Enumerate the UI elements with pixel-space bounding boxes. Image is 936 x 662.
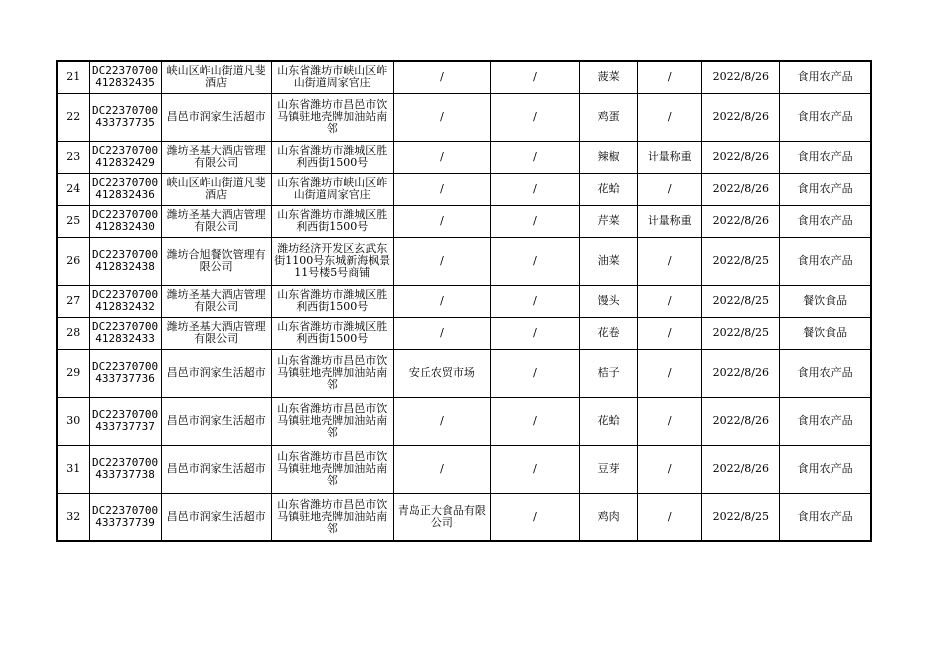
product-name-cell: 馒头 bbox=[580, 285, 638, 317]
supplier-cell: / bbox=[393, 285, 490, 317]
table-row bbox=[57, 61, 871, 93]
category-cell: 食用农产品 bbox=[780, 141, 871, 173]
spec-cell: / bbox=[638, 445, 702, 493]
spec-cell: / bbox=[638, 93, 702, 141]
supplier-cell: 青岛正大食品有限公司 bbox=[393, 493, 490, 541]
row-number-cell: 22 bbox=[57, 93, 89, 141]
supplier-cell: / bbox=[393, 141, 490, 173]
supplier-cell: / bbox=[393, 397, 490, 445]
column-6-cell: / bbox=[490, 397, 579, 445]
product-name-cell: 花蛤 bbox=[580, 173, 638, 205]
address-cell: 山东省潍坊市峡山区岞山街道周家官庄 bbox=[271, 173, 393, 205]
date-cell: 2022/8/26 bbox=[702, 173, 780, 205]
address-cell: 山东省潍坊市昌邑市饮马镇驻地壳牌加油站南邻 bbox=[271, 397, 393, 445]
row-number-cell: 30 bbox=[57, 397, 89, 445]
spec-cell: / bbox=[638, 285, 702, 317]
category-cell: 食用农产品 bbox=[780, 493, 871, 541]
sample-code-cell: DC22370700433737739 bbox=[89, 493, 161, 541]
table-row bbox=[57, 397, 871, 445]
company-name-cell: 潍坊圣基大酒店管理有限公司 bbox=[161, 205, 271, 237]
spec-cell: / bbox=[638, 173, 702, 205]
column-6-cell: / bbox=[490, 237, 579, 285]
spec-cell: / bbox=[638, 493, 702, 541]
date-cell: 2022/8/26 bbox=[702, 397, 780, 445]
address-cell: 山东省潍坊市潍城区胜利西街1500号 bbox=[271, 205, 393, 237]
address-cell: 山东省潍坊市潍城区胜利西街1500号 bbox=[271, 317, 393, 349]
row-number-cell: 27 bbox=[57, 285, 89, 317]
spec-cell: / bbox=[638, 397, 702, 445]
column-6-cell: / bbox=[490, 493, 579, 541]
date-cell: 2022/8/26 bbox=[702, 93, 780, 141]
table-row bbox=[57, 205, 871, 237]
row-number-cell: 21 bbox=[57, 61, 89, 93]
sample-code-cell: DC22370700412832432 bbox=[89, 285, 161, 317]
row-number-cell: 23 bbox=[57, 141, 89, 173]
company-name-cell: 昌邑市润家生活超市 bbox=[161, 493, 271, 541]
date-cell: 2022/8/26 bbox=[702, 445, 780, 493]
company-name-cell: 峡山区岞山街道凡斐酒店 bbox=[161, 61, 271, 93]
sample-code-cell: DC22370700433737737 bbox=[89, 397, 161, 445]
product-name-cell: 花蛤 bbox=[580, 397, 638, 445]
date-cell: 2022/8/26 bbox=[702, 205, 780, 237]
company-name-cell: 潍坊圣基大酒店管理有限公司 bbox=[161, 317, 271, 349]
company-name-cell: 昌邑市润家生活超市 bbox=[161, 445, 271, 493]
column-6-cell: / bbox=[490, 93, 579, 141]
category-cell: 食用农产品 bbox=[780, 237, 871, 285]
spec-cell: / bbox=[638, 349, 702, 397]
address-cell: 山东省潍坊市潍城区胜利西街1500号 bbox=[271, 141, 393, 173]
row-number-cell: 29 bbox=[57, 349, 89, 397]
date-cell: 2022/8/25 bbox=[702, 237, 780, 285]
table-row bbox=[57, 317, 871, 349]
row-number-cell: 32 bbox=[57, 493, 89, 541]
company-name-cell: 潍坊圣基大酒店管理有限公司 bbox=[161, 141, 271, 173]
sample-code-cell: DC22370700412832435 bbox=[89, 61, 161, 93]
company-name-cell: 潍坊合旭餐饮管理有限公司 bbox=[161, 237, 271, 285]
spec-cell: 计量称重 bbox=[638, 205, 702, 237]
sample-code-cell: DC22370700412832430 bbox=[89, 205, 161, 237]
row-number-cell: 28 bbox=[57, 317, 89, 349]
category-cell: 食用农产品 bbox=[780, 445, 871, 493]
data-table bbox=[56, 60, 872, 542]
supplier-cell: / bbox=[393, 445, 490, 493]
table-row bbox=[57, 141, 871, 173]
spec-cell: / bbox=[638, 237, 702, 285]
sample-code-cell: DC22370700412832436 bbox=[89, 173, 161, 205]
address-cell: 山东省潍坊市昌邑市饮马镇驻地壳牌加油站南邻 bbox=[271, 493, 393, 541]
product-name-cell: 芹菜 bbox=[580, 205, 638, 237]
category-cell: 食用农产品 bbox=[780, 349, 871, 397]
category-cell: 食用农产品 bbox=[780, 61, 871, 93]
spec-cell: / bbox=[638, 317, 702, 349]
address-cell: 山东省潍坊市昌邑市饮马镇驻地壳牌加油站南邻 bbox=[271, 93, 393, 141]
company-name-cell: 峡山区岞山街道凡斐酒店 bbox=[161, 173, 271, 205]
supplier-cell: / bbox=[393, 93, 490, 141]
supplier-cell: / bbox=[393, 173, 490, 205]
supplier-cell: / bbox=[393, 205, 490, 237]
company-name-cell: 潍坊圣基大酒店管理有限公司 bbox=[161, 285, 271, 317]
product-name-cell: 鸡肉 bbox=[580, 493, 638, 541]
column-6-cell: / bbox=[490, 285, 579, 317]
row-number-cell: 25 bbox=[57, 205, 89, 237]
date-cell: 2022/8/26 bbox=[702, 141, 780, 173]
category-cell: 食用农产品 bbox=[780, 205, 871, 237]
column-6-cell: / bbox=[490, 317, 579, 349]
date-cell: 2022/8/26 bbox=[702, 349, 780, 397]
sample-code-cell: DC22370700412832438 bbox=[89, 237, 161, 285]
table-body bbox=[57, 61, 871, 541]
column-6-cell: / bbox=[490, 349, 579, 397]
product-name-cell: 油菜 bbox=[580, 237, 638, 285]
category-cell: 餐饮食品 bbox=[780, 317, 871, 349]
column-6-cell: / bbox=[490, 173, 579, 205]
supplier-cell: / bbox=[393, 317, 490, 349]
column-6-cell: / bbox=[490, 205, 579, 237]
category-cell: 食用农产品 bbox=[780, 173, 871, 205]
column-6-cell: / bbox=[490, 141, 579, 173]
product-name-cell: 花卷 bbox=[580, 317, 638, 349]
category-cell: 食用农产品 bbox=[780, 397, 871, 445]
column-6-cell: / bbox=[490, 61, 579, 93]
row-number-cell: 26 bbox=[57, 237, 89, 285]
address-cell: 山东省潍坊市峡山区岞山街道周家官庄 bbox=[271, 61, 393, 93]
product-name-cell: 豆芽 bbox=[580, 445, 638, 493]
row-number-cell: 24 bbox=[57, 173, 89, 205]
table-row bbox=[57, 285, 871, 317]
sample-code-cell: DC22370700412832433 bbox=[89, 317, 161, 349]
product-name-cell: 鸡蛋 bbox=[580, 93, 638, 141]
supplier-cell: / bbox=[393, 237, 490, 285]
category-cell: 食用农产品 bbox=[780, 93, 871, 141]
date-cell: 2022/8/25 bbox=[702, 317, 780, 349]
column-6-cell: / bbox=[490, 445, 579, 493]
table-row bbox=[57, 237, 871, 285]
product-name-cell: 菠菜 bbox=[580, 61, 638, 93]
spec-cell: / bbox=[638, 61, 702, 93]
table-row bbox=[57, 349, 871, 397]
date-cell: 2022/8/26 bbox=[702, 61, 780, 93]
table-row bbox=[57, 93, 871, 141]
sample-code-cell: DC22370700412832429 bbox=[89, 141, 161, 173]
company-name-cell: 昌邑市润家生活超市 bbox=[161, 397, 271, 445]
table-row bbox=[57, 173, 871, 205]
table-row bbox=[57, 493, 871, 541]
row-number-cell: 31 bbox=[57, 445, 89, 493]
address-cell: 山东省潍坊市潍城区胜利西街1500号 bbox=[271, 285, 393, 317]
company-name-cell: 昌邑市润家生活超市 bbox=[161, 349, 271, 397]
company-name-cell: 昌邑市润家生活超市 bbox=[161, 93, 271, 141]
category-cell: 餐饮食品 bbox=[780, 285, 871, 317]
product-name-cell: 辣椒 bbox=[580, 141, 638, 173]
spec-cell: 计量称重 bbox=[638, 141, 702, 173]
date-cell: 2022/8/25 bbox=[702, 493, 780, 541]
supplier-cell: 安丘农贸市场 bbox=[393, 349, 490, 397]
address-cell: 山东省潍坊市昌邑市饮马镇驻地壳牌加油站南邻 bbox=[271, 445, 393, 493]
table-row bbox=[57, 445, 871, 493]
sample-code-cell: DC22370700433737736 bbox=[89, 349, 161, 397]
sample-code-cell: DC22370700433737735 bbox=[89, 93, 161, 141]
address-cell: 潍坊经济开发区玄武东街1100号东城新海枫景11号楼5号商铺 bbox=[271, 237, 393, 285]
sample-code-cell: DC22370700433737738 bbox=[89, 445, 161, 493]
address-cell: 山东省潍坊市昌邑市饮马镇驻地壳牌加油站南邻 bbox=[271, 349, 393, 397]
supplier-cell: / bbox=[393, 61, 490, 93]
date-cell: 2022/8/25 bbox=[702, 285, 780, 317]
product-name-cell: 桔子 bbox=[580, 349, 638, 397]
